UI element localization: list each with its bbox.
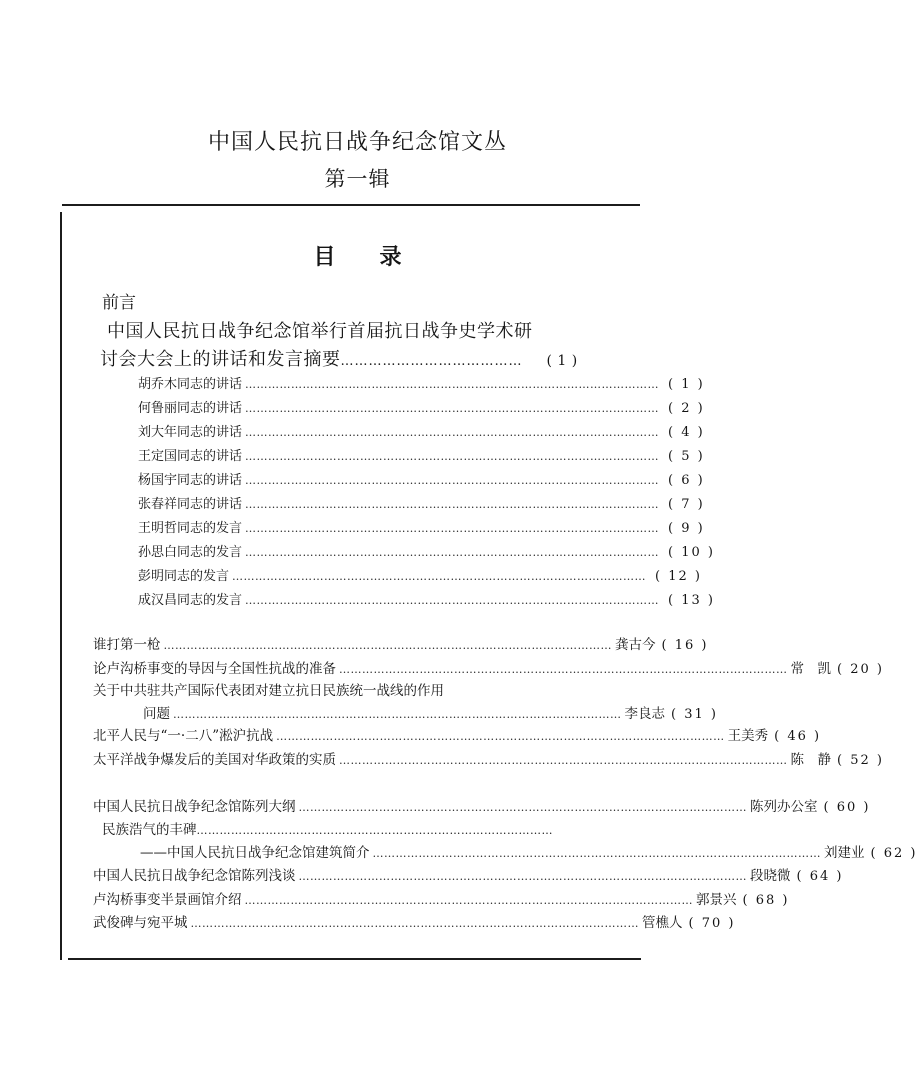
- entry-title: 民族浩气的丰碑: [102, 822, 197, 838]
- intro-entry-text: 讨会大会上的讲话和发言摘要: [100, 349, 341, 370]
- entry-title: 孙思白同志的发言: [138, 545, 243, 560]
- leader-dots: …………………………………: [340, 354, 523, 369]
- entry-title: 卢沟桥事变半景画馆介绍: [93, 892, 242, 908]
- entry-author: 陈列办公室: [750, 799, 818, 815]
- volume-label: 第一辑: [324, 167, 391, 191]
- leader-dots: ………………………………………………………………………………………………: [245, 594, 660, 607]
- entry-page: ( 20 ): [837, 662, 884, 677]
- entry-title-line1: [102, 818, 553, 838]
- toc-entry: [138, 373, 705, 392]
- entry-page: ( 60 ): [823, 800, 871, 815]
- book-series-title: 中国人民抗日战争纪念馆文丛: [207, 130, 507, 155]
- entry-title: 张春祥同志的讲话: [138, 497, 243, 512]
- entry-page: ( 46 ): [774, 729, 822, 744]
- leader-dots: …………………………………………………………………………………: [196, 824, 553, 837]
- toc-entry: [138, 445, 705, 464]
- toc-heading-left: 目: [313, 244, 336, 270]
- leader-dots: ………………………………………………………………………………………………………: [244, 894, 693, 907]
- entry-title: 北平人民与“一·二八”淞沪抗战: [93, 728, 274, 744]
- entry-title: 武俊碑与宛平城: [93, 915, 188, 931]
- left-border: [60, 212, 62, 960]
- entry-page: ( 5 ): [668, 449, 705, 464]
- entry-author: 管樵人: [642, 915, 683, 931]
- leader-dots: ………………………………………………………………………………………………………: [339, 754, 788, 767]
- toc-entry: [138, 493, 705, 512]
- entry-author: 常 凯: [790, 661, 831, 677]
- toc-entry: [138, 421, 705, 440]
- leader-dots: ………………………………………………………………………………………………………: [298, 801, 747, 814]
- entry-page: ( 52 ): [837, 753, 884, 768]
- intro-entry-line1: 中国人民抗日战争纪念馆举行首届抗日战争史学术研: [107, 321, 533, 342]
- entry-title: 王定国同志的讲话: [138, 449, 243, 464]
- entry-title: 杨国宇同志的讲话: [138, 473, 243, 488]
- leader-dots: ………………………………………………………………………………………………………: [339, 663, 788, 676]
- toc-entry: [138, 589, 715, 608]
- entry-page: ( 4 ): [668, 425, 705, 440]
- entry-title: 谁打第一枪: [93, 637, 161, 653]
- entry-title: 王明哲同志的发言: [138, 521, 243, 536]
- entry-author: 郭景兴: [696, 892, 737, 908]
- bottom-divider: [68, 958, 641, 960]
- entry-title-line1: 关于中共驻共产国际代表团对建立抗日民族统一战线的作用: [93, 683, 444, 699]
- entry-page: ( 31 ): [671, 707, 718, 722]
- entry-page: ( 62 ): [870, 846, 917, 861]
- toc-entry: [93, 724, 822, 744]
- intro-entry-page: ( 1 ): [546, 353, 578, 369]
- entry-author: 段晓微: [750, 868, 791, 884]
- entry-title: 中国人民抗日战争纪念馆陈列大纲: [93, 799, 296, 815]
- toc-entry: [140, 841, 917, 861]
- leader-dots: ………………………………………………………………………………………………: [245, 402, 660, 415]
- entry-title: 论卢沟桥事变的导因与全国性抗战的准备: [93, 661, 336, 677]
- entry-page: ( 1 ): [668, 377, 705, 392]
- toc-entry: [138, 541, 715, 560]
- leader-dots: ………………………………………………………………………………………………………: [173, 708, 622, 721]
- leader-dots: ………………………………………………………………………………………………: [245, 378, 660, 391]
- leader-dots: ………………………………………………………………………………………………: [245, 450, 660, 463]
- leader-dots: ………………………………………………………………………………………………: [245, 522, 660, 535]
- entry-title: 成汉昌同志的发言: [138, 593, 243, 608]
- toc-entry: [138, 565, 702, 584]
- top-divider: [62, 204, 640, 206]
- leader-dots: ………………………………………………………………………………………………………: [276, 730, 725, 743]
- leader-dots: ………………………………………………………………………………………………: [245, 546, 660, 559]
- leader-dots: ………………………………………………………………………………………………: [232, 570, 647, 583]
- entry-subtitle: ——中国人民抗日战争纪念馆建筑简介: [140, 845, 370, 861]
- toc-entry: [143, 702, 718, 722]
- entry-title: 刘大年同志的讲话: [138, 425, 243, 440]
- toc-entry: [93, 657, 884, 677]
- entry-author: 龚古今: [615, 637, 656, 653]
- intro-entry-line2: [100, 345, 578, 371]
- leader-dots: ………………………………………………………………………………………………………: [163, 639, 612, 652]
- toc-entry: [138, 517, 705, 536]
- toc-entry: [138, 469, 705, 488]
- toc-heading: [0, 240, 715, 271]
- entry-title: 中国人民抗日战争纪念馆陈列浅谈: [93, 868, 296, 884]
- entry-author: 陈 静: [790, 752, 831, 768]
- entry-author: 李良志: [624, 706, 665, 722]
- toc-entry: [93, 911, 736, 931]
- entry-page: ( 70 ): [688, 916, 736, 931]
- leader-dots: ………………………………………………………………………………………………………: [298, 870, 747, 883]
- toc-entry: [138, 397, 705, 416]
- entry-page: ( 6 ): [668, 473, 705, 488]
- toc-heading-right: 录: [379, 244, 402, 270]
- leader-dots: ………………………………………………………………………………………………: [245, 474, 660, 487]
- entry-title: 胡乔木同志的讲话: [138, 377, 243, 392]
- leader-dots: ………………………………………………………………………………………………………: [190, 917, 639, 930]
- entry-title: 彭明同志的发言: [138, 569, 230, 584]
- entry-title-line2: 问题: [143, 706, 170, 722]
- entry-page: ( 68 ): [742, 893, 790, 908]
- leader-dots: ………………………………………………………………………………………………………: [372, 847, 821, 860]
- entry-author: 刘建业: [824, 845, 865, 861]
- entry-page: ( 16 ): [661, 638, 709, 653]
- leader-dots: ………………………………………………………………………………………………: [245, 426, 660, 439]
- toc-entry: [93, 888, 790, 908]
- entry-title: 何鲁丽同志的讲话: [138, 401, 243, 416]
- toc-entry: [93, 748, 884, 768]
- toc-entry: [93, 795, 871, 815]
- entry-page: ( 13 ): [668, 593, 715, 608]
- entry-page: ( 2 ): [668, 401, 705, 416]
- toc-entry: [93, 633, 709, 653]
- section-preface-label: 前言: [102, 293, 136, 313]
- entry-page: ( 7 ): [668, 497, 705, 512]
- entry-page: ( 64 ): [796, 869, 844, 884]
- entry-author: 王美秀: [727, 728, 769, 744]
- entry-page: ( 12 ): [655, 569, 702, 584]
- entry-page: ( 9 ): [668, 521, 705, 536]
- leader-dots: ………………………………………………………………………………………………: [245, 498, 660, 511]
- entry-page: ( 10 ): [668, 545, 715, 560]
- entry-title: 太平洋战争爆发后的美国对华政策的实质: [93, 752, 336, 768]
- toc-entry: [93, 864, 844, 884]
